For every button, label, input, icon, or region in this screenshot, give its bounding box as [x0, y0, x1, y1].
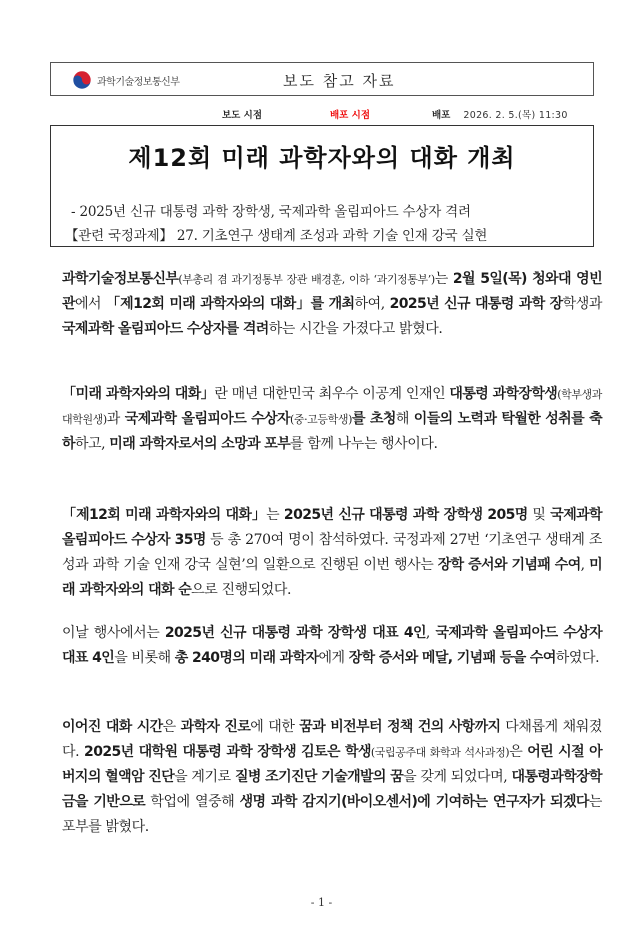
page-number: - 1 -	[310, 896, 333, 909]
body-paragraph	[62, 382, 602, 457]
bold-text: 질병 조기진단 기술개발의 꿈	[234, 769, 404, 785]
bold-text: 어린 시절 아버지의 혈액암 진단	[62, 744, 603, 785]
distribution-info	[432, 107, 568, 121]
bold-text: 대통령과학장학금을 기반으로	[62, 769, 602, 810]
body-text: 을 계기로	[174, 769, 235, 785]
bold-text: 과학자 진로	[180, 719, 251, 735]
bold-text: 「제12회 미래 과학자와의 대화」	[62, 507, 267, 523]
bold-text: 과학기술정보통신부	[62, 271, 179, 287]
body-text: 하는 시간을 가졌다고 밝혔다.	[268, 321, 443, 337]
body-text: 하고,	[74, 436, 110, 452]
note-text: (학부생과 대학원생)	[62, 388, 602, 426]
body-text: 및	[527, 507, 551, 523]
bold-text: 꿈과 비전부터 정책 건의 사항까지	[299, 719, 501, 735]
bold-text: 「미래 과학자와의 대화」	[62, 386, 215, 402]
body-text: 에서	[74, 296, 106, 312]
body-text: ,	[425, 625, 436, 641]
body-text: 으로 진행되었다.	[191, 582, 292, 598]
body-text: 학생과	[562, 296, 602, 312]
bold-text: 이들의 노력과 탁월한 성취를 축하	[62, 411, 603, 452]
bold-text: 2월 5일(목) 청와대 영빈관	[62, 271, 602, 312]
bold-text: 장학 증서와 메달, 기념패 등을 수여	[348, 650, 556, 666]
body-paragraph	[62, 715, 602, 840]
bold-text: 를 초청	[351, 411, 396, 427]
note-text: (국립공주대 화학과 석사과정)	[370, 746, 510, 759]
bold-text: 국제과학 올림피아드 수상자 35명	[62, 507, 602, 548]
bold-text: 국제과학 올림피아드 수상자	[124, 411, 290, 427]
body-text: 다채롭게 채워졌다.	[62, 719, 602, 760]
note-text: (중·고등학생)	[289, 413, 352, 426]
body-text: 는 포부를 밝혔다.	[62, 794, 602, 835]
body-text: ,	[580, 557, 590, 573]
bold-text: 총 240명의 미래 과학자	[174, 650, 319, 666]
body-text: 는	[266, 507, 284, 523]
body-text: 등 총 270여 명이 참석하였다. 국정과제 27번 ‘기초연구 생태계 조성과 과학 기술 인재 강국 실현’의 일환으로 진행된 이번 행사는	[62, 532, 602, 573]
body-text: 해	[395, 411, 414, 427]
taegeuk-logo-icon	[71, 69, 93, 91]
body-text: 란 매년 대한민국 최우수 이공계 인재인	[214, 386, 450, 402]
subtitle-2: 【관련 국정과제】 27. 기초연구 생태계 조성과 과학 기술 인재 강국 실현	[65, 228, 488, 244]
body-text: 은	[509, 744, 528, 760]
ministry-logo-text: 과학기술정보통신부	[97, 76, 180, 88]
body-text: 을 비롯해	[114, 650, 175, 666]
bold-text: 2025년 신규 대통령 과학 장학생 대표 4인	[164, 625, 426, 641]
body-paragraph	[62, 621, 602, 671]
body-paragraph	[62, 267, 602, 342]
title-box	[50, 125, 594, 247]
doc-type-title: 보도 참고 자료	[283, 72, 396, 90]
bold-text: 「제12회 미래 과학자와의 대화」를 개최	[106, 296, 355, 312]
body-text: 하여,	[354, 296, 390, 312]
bold-text: 미래 과학자로서의 소망과 포부	[109, 436, 291, 452]
report-time-label: 보도 시점	[222, 110, 263, 121]
bold-text: 생명 과학 감지기(바이오센서)에 기여하는 연구자가 되겠다	[239, 794, 589, 810]
body-text: 이날 행사에서는	[62, 625, 165, 641]
body-paragraph	[62, 503, 602, 603]
body-text: 을 갖게 되었다며,	[403, 769, 512, 785]
body-text: 에게	[318, 650, 349, 666]
bold-text: 대통령 과학장학생	[449, 386, 558, 402]
bold-text: 국제과학 올림피아드 수상자를 격려	[62, 321, 269, 337]
header-box	[50, 62, 594, 96]
body-text: 은	[162, 719, 181, 735]
body-text: 는	[434, 271, 453, 287]
bold-text: 2025년 대학원 대통령 과학 장학생 김토은 학생	[84, 744, 371, 760]
body-text: 를 함께 나누는 행사이다.	[290, 436, 438, 452]
distribution-value: 2026. 2. 5.(목) 11:30	[463, 110, 568, 121]
release-time-label: 배포 시점	[330, 110, 371, 121]
bold-text: 2025년 신규 대통령 과학 장학생 205명	[283, 507, 528, 523]
bold-text: 미래 과학자와의 대화 순	[62, 557, 603, 598]
bold-text: 장학 증서와 기념패 수여	[437, 557, 581, 573]
bold-text: 국제과학 올림피아드 수상자 대표 4인	[62, 625, 602, 666]
page-title: 제12회 미래 과학자와의 대화 개최	[128, 144, 516, 172]
body-text: 과	[106, 411, 125, 427]
bold-text: 이어진 대화 시간	[62, 719, 163, 735]
ministry-logo	[71, 69, 179, 91]
bold-text: 2025년 신규 대통령 과학 장	[389, 296, 563, 312]
body-text: 에 대한	[250, 719, 300, 735]
note-text: (부총리 겸 과기정통부 장관 배경훈, 이하 ‘과기정통부’)	[178, 273, 435, 286]
subtitle-1: - 2025년 신규 대통령 과학 장학생, 국제과학 올림피아드 수상자 격려	[71, 204, 471, 220]
distribution-label: 배포	[432, 110, 451, 121]
body-text: 하였다.	[555, 650, 600, 666]
body-text: 학업에 열중해	[145, 794, 240, 810]
